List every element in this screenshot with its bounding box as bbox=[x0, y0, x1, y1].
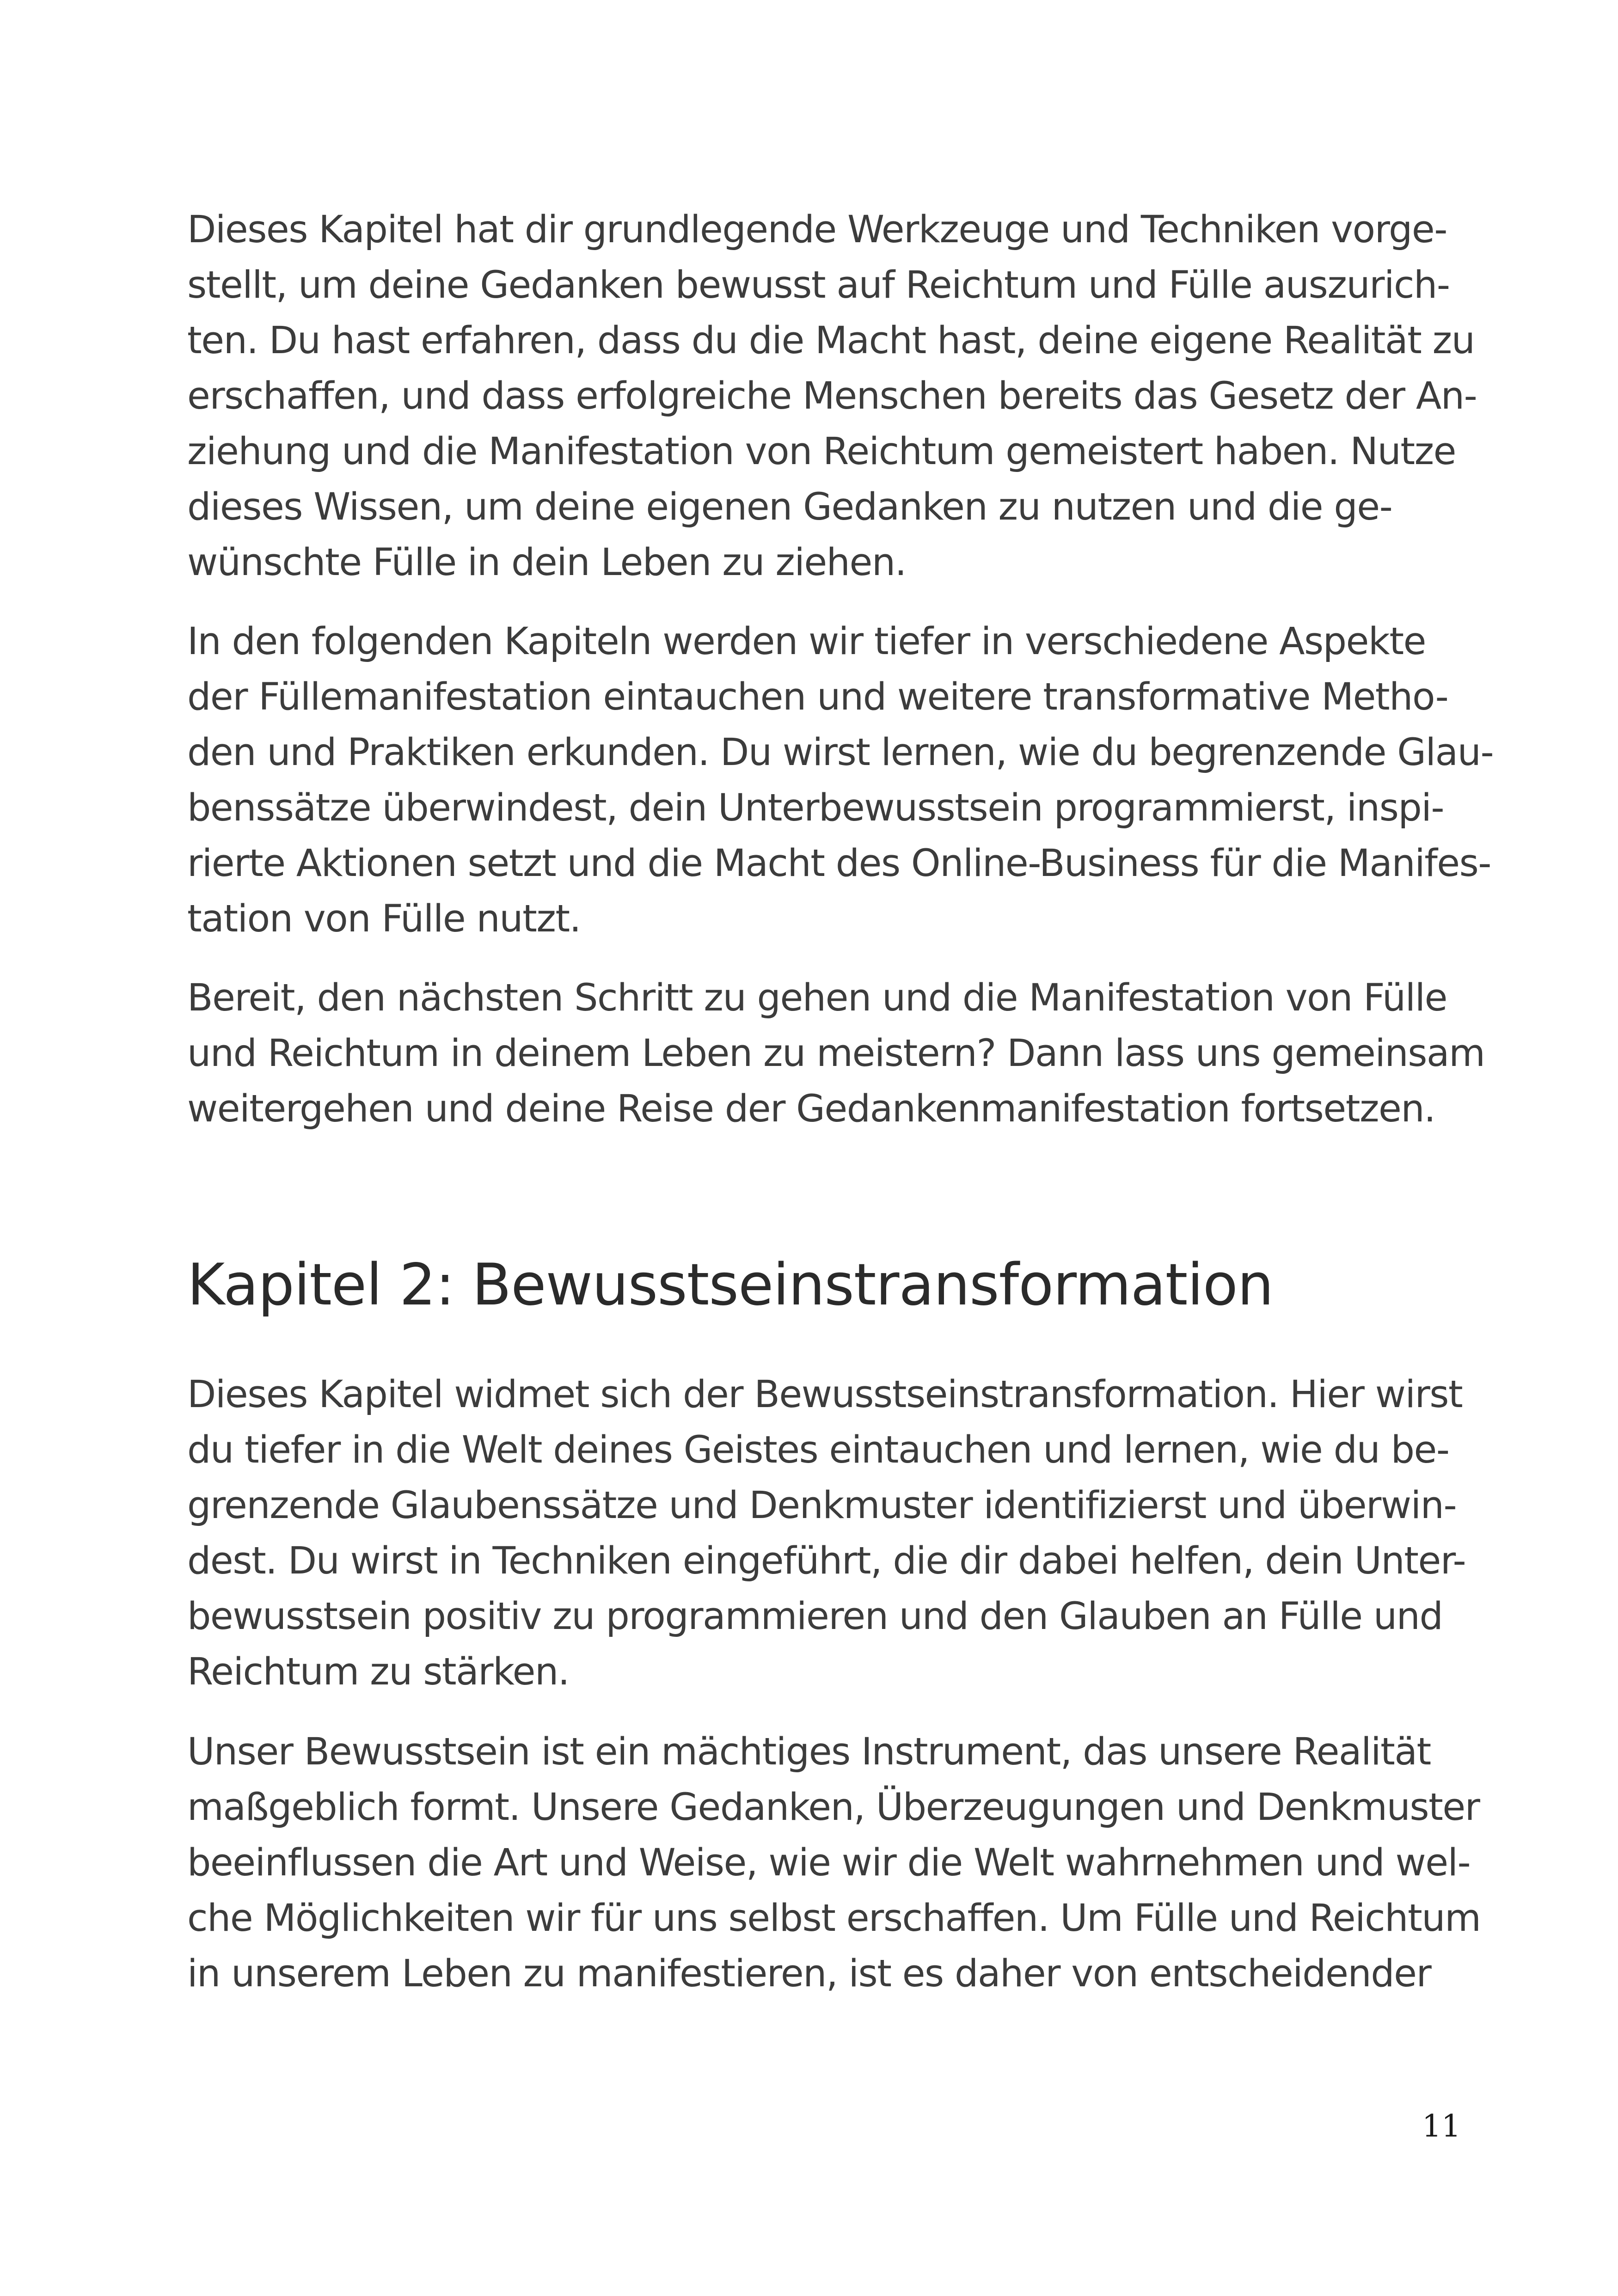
text-line: den und Praktiken erkunden. Du wirst lernen, wie du begrenzende Glau- bbox=[187, 731, 1494, 774]
text-line: In den folgenden Kapiteln werden wir tiefer in verschiedene Aspekte bbox=[187, 620, 1426, 663]
text-line: weitergehen und deine Reise der Gedankenmanifestation fortsetzen. bbox=[187, 1087, 1435, 1131]
text-line: erschaffen, und dass erfolgreiche Menschen bereits das Gesetz der An- bbox=[187, 374, 1477, 418]
page-number: 11 bbox=[1422, 2108, 1461, 2144]
text-line: dest. Du wirst in Techniken eingeführt, die dir dabei helfen, dein Unter- bbox=[187, 1539, 1466, 1583]
text-line: benssätze überwindest, dein Unterbewusstsein programmierst, inspi- bbox=[187, 786, 1444, 830]
text-line: du tiefer in die Welt deines Geistes eintauchen und lernen, wie du be- bbox=[187, 1428, 1449, 1472]
text-line: Dieses Kapitel hat dir grundlegende Werkzeuge und Techniken vorge- bbox=[187, 208, 1447, 251]
chapter-heading: Kapitel 2: Bewusstseinstransformation bbox=[187, 1252, 1274, 1318]
text-line: maßgeblich formt. Unsere Gedanken, Überzeugungen und Denkmuster bbox=[187, 1786, 1480, 1829]
paragraph-2 bbox=[187, 614, 1494, 947]
text-line: Bereit, den nächsten Schritt zu gehen und die Manifestation von Fülle bbox=[187, 976, 1447, 1020]
text-line: Unser Bewusstsein ist ein mächtiges Instrument, das unsere Realität bbox=[187, 1730, 1431, 1774]
paragraph-1 bbox=[187, 202, 1477, 590]
paragraph-3 bbox=[187, 970, 1485, 1137]
text-line: Reichtum zu stärken. bbox=[187, 1650, 570, 1694]
text-line: wünschte Fülle in dein Leben zu ziehen. bbox=[187, 541, 906, 584]
text-line: der Füllemanifestation eintauchen und weitere transformative Metho- bbox=[187, 675, 1448, 719]
text-line: in unserem Leben zu manifestieren, ist es daher von entscheidender bbox=[187, 1952, 1431, 1996]
text-line: ten. Du hast erfahren, dass du die Macht hast, deine eigene Realität zu bbox=[187, 319, 1475, 362]
text-line: dieses Wissen, um deine eigenen Gedanken zu nutzen und die ge- bbox=[187, 485, 1392, 529]
text-line: tation von Fülle nutzt. bbox=[187, 897, 581, 941]
text-line: beeinflussen die Art und Weise, wie wir die Welt wahrnehmen und wel- bbox=[187, 1841, 1471, 1885]
paragraph-5 bbox=[187, 1724, 1481, 2002]
text-line: ziehung und die Manifestation von Reichtum gemeistert haben. Nutze bbox=[187, 430, 1456, 473]
paragraph-4 bbox=[187, 1367, 1466, 1700]
text-line: bewusstsein positiv zu programmieren und den Glauben an Fülle und bbox=[187, 1595, 1443, 1638]
text-line: und Reichtum in deinem Leben zu meistern? Dann lass uns gemeinsam bbox=[187, 1032, 1485, 1075]
text-line: grenzende Glaubenssätze und Denkmuster identifizierst und überwin- bbox=[187, 1484, 1457, 1527]
text-line: che Möglichkeiten wir für uns selbst erschaffen. Um Fülle und Reichtum bbox=[187, 1897, 1481, 1940]
text-line: stellt, um deine Gedanken bewusst auf Reichtum und Fülle auszurich- bbox=[187, 263, 1450, 307]
text-line: rierte Aktionen setzt und die Macht des Online-Business für die Manifes- bbox=[187, 842, 1491, 885]
text-line: Dieses Kapitel widmet sich der Bewusstseinstransformation. Hier wirst bbox=[187, 1373, 1463, 1416]
